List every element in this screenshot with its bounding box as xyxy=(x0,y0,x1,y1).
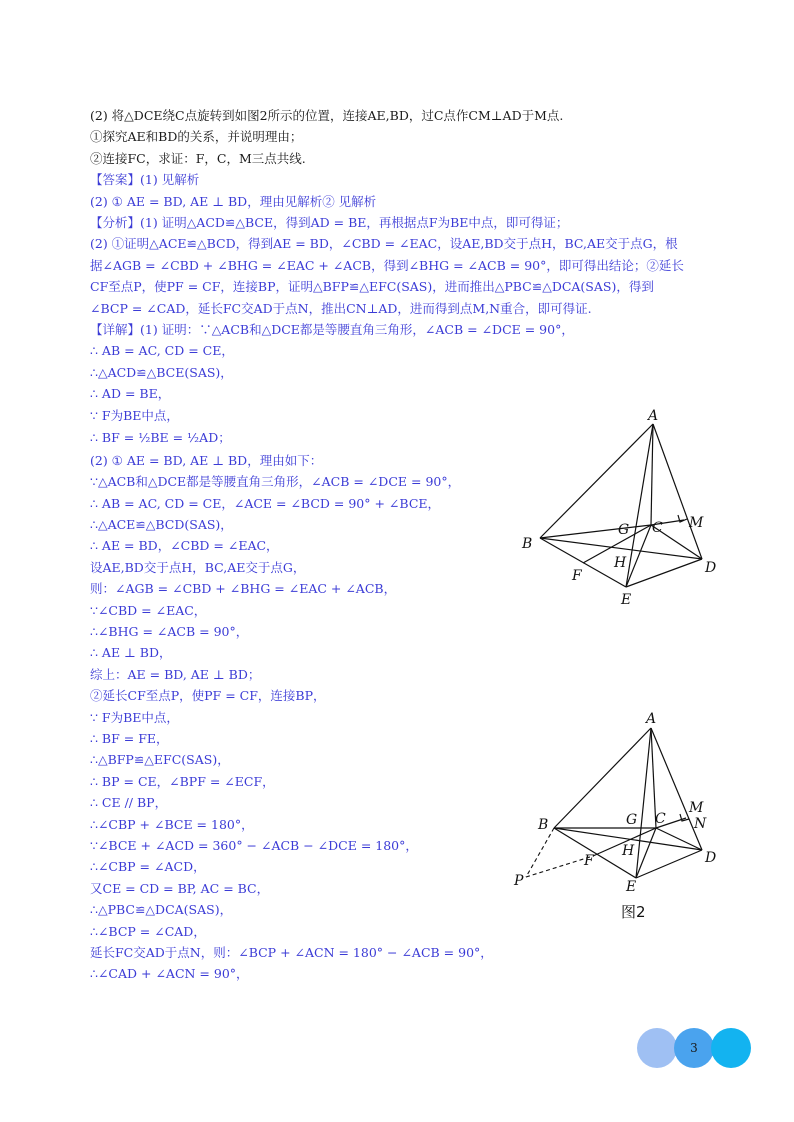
detail-line-6: (2) ① AE = BD, AE ⊥ BD，理由如下： xyxy=(90,452,323,468)
figure-2-caption: 图2 xyxy=(621,903,646,921)
detail-line-29: 延长FC交AD于点N，则：∠BCP + ∠ACN = 180° − ∠ACB = 90°， xyxy=(90,944,493,960)
answer-tag: 【答案】 xyxy=(90,172,141,188)
detail-line-26: 又CE = CD = BP, AC = BC， xyxy=(90,880,270,896)
detail-line-25: ∴∠CBP = ∠ACD， xyxy=(90,859,206,875)
label-E: E xyxy=(626,879,637,895)
detail-line-2: ∴△ACD≌△BCE(SAS)， xyxy=(90,364,233,380)
detail-line-22: ∴ CE // BP， xyxy=(90,795,168,811)
detail-line-14: ∴∠BHG = ∠ACB = 90°， xyxy=(90,624,249,640)
label-H: H xyxy=(614,555,627,571)
detail-line-1: ∴ AB = AC, CD = CE， xyxy=(90,343,234,359)
detail-line-10: ∴ AE = BD，∠CBD = ∠EAC， xyxy=(90,538,279,554)
label-A: A xyxy=(648,408,659,424)
analysis-p2: (2) ①证明△ACE≌△BCD，得到AE = BD，∠CBD = ∠EAC，设AE,BD交于点H，BC,AE交于点G，根据∠AGB = ∠CBD + ∠BHG = ∠EAC + ∠ACB，得到∠BHG = ∠ACB = 90°，即可得出结论；②延长CF至点P，使PF = CF，连接BP，证明△BFP≌△EFC(SAS)，进而推出△PBC≌△DCA(SAS)，得到∠BCP = ∠CAD，延长FC交AD于点N，推出CN⊥AD，进而得到点M,N重合，即可得证. xyxy=(90,236,684,316)
page-indicator xyxy=(637,1028,751,1068)
detail-line-27: ∴△PBC≌△DCA(SAS)， xyxy=(90,902,233,918)
detail-line-16: 综上：AE = BD, AE ⊥ BD； xyxy=(90,666,261,682)
label-P: P xyxy=(514,873,524,889)
label-H: H xyxy=(622,843,635,859)
detail-line-28: ∴∠BCP = ∠CAD， xyxy=(90,923,206,939)
page-number: 3 xyxy=(690,1041,698,1055)
detail-line-15: ∴ AE ⊥ BD， xyxy=(90,645,172,661)
label-D: D xyxy=(705,560,717,576)
label-M: M xyxy=(689,800,704,816)
label-C: C xyxy=(652,520,663,536)
detail-line-3: ∴ AD = BE， xyxy=(90,386,171,402)
label-E: E xyxy=(621,592,632,608)
label-G: G xyxy=(626,812,638,828)
problem-part2: (2) 将△DCE绕C点旋转到如图2所示的位置，连接AE,BD，过C点作CM⊥AD于M点. xyxy=(90,108,564,123)
label-F: F xyxy=(584,853,594,869)
label-F: F xyxy=(572,568,582,584)
label-C: C xyxy=(655,811,666,827)
detail-line-4: ∵ F为BE中点， xyxy=(90,407,179,423)
detail-line-20: ∴△BFP≌△EFC(SAS)， xyxy=(90,752,230,768)
label-A: A xyxy=(646,711,657,727)
detail-line-23: ∴∠CBP + ∠BCE = 180°， xyxy=(90,816,254,832)
analysis-line-1 xyxy=(90,212,710,233)
pager-dot-left xyxy=(637,1028,677,1068)
label-D: D xyxy=(705,850,717,866)
pager-dot-right xyxy=(711,1028,751,1068)
detail-line-30: ∴∠CAD + ∠ACN = 90°， xyxy=(90,966,249,982)
detail-line-11: 设AE,BD交于点H，BC,AE交于点G， xyxy=(90,559,306,575)
figure-2-dashed-lines xyxy=(526,828,593,877)
detail-line-19: ∴ BF = FE， xyxy=(90,731,169,746)
answer-1: (1) 见解析 xyxy=(140,172,200,188)
detail-line-13: ∵∠CBD = ∠EAC， xyxy=(90,602,207,618)
detail-line-5: ∴ BF = ½BE = ½AD； xyxy=(90,429,231,445)
detail-line-17: ②延长CF至点P，使PF = CF，连接BP， xyxy=(90,688,326,704)
detail-text-0: (1) 证明：∵△ACB和△DCE都是等腰直角三角形，∠ACB = ∠DCE = 90°， xyxy=(140,321,574,337)
geometry-figure-1 xyxy=(512,400,732,615)
label-M: M xyxy=(689,515,704,531)
analysis-p1: (1) 证明△ACD≌△BCE，得到AD = BE，再根据点F为BE中点，即可得证； xyxy=(140,214,569,230)
detail-line-9: ∴△ACE≌△BCD(SAS)， xyxy=(90,517,233,533)
detail-line-7: ∵△ACB和△DCE都是等腰直角三角形，∠ACB = ∠DCE = 90°， xyxy=(90,474,461,490)
label-B: B xyxy=(538,817,549,833)
detail-line-0 xyxy=(90,319,710,340)
answer-2: (2) ① AE = BD, AE ⊥ BD，理由见解析② 见解析 xyxy=(90,193,377,209)
detail-line-8: ∴ AB = AC, CD = CE，∠ACE = ∠BCD = 90° + ∠BCE， xyxy=(90,495,441,511)
label-N: N xyxy=(694,816,707,832)
detail-line-12: 则：∠AGB = ∠CBD + ∠BHG = ∠EAC + ∠ACB， xyxy=(90,581,397,597)
problem-q1: ①探究AE和BD的关系，并说明理由； xyxy=(90,129,303,145)
label-B: B xyxy=(522,536,533,552)
answer-line-1 xyxy=(90,169,710,190)
label-G: G xyxy=(618,522,630,538)
analysis-tag: 【分析】 xyxy=(90,214,141,230)
detail-tag: 【详解】 xyxy=(90,321,141,337)
problem-q2: ②连接FC，求证：F，C，M三点共线. xyxy=(90,150,306,166)
geometry-figure-2 xyxy=(508,705,728,925)
detail-line-21: ∴ BP = CE，∠BPF = ∠ECF， xyxy=(90,773,275,789)
detail-line-18: ∵ F为BE中点， xyxy=(90,709,179,725)
detail-line-24: ∵∠BCE + ∠ACD = 360° − ∠ACB − ∠DCE = 180°， xyxy=(90,837,418,853)
